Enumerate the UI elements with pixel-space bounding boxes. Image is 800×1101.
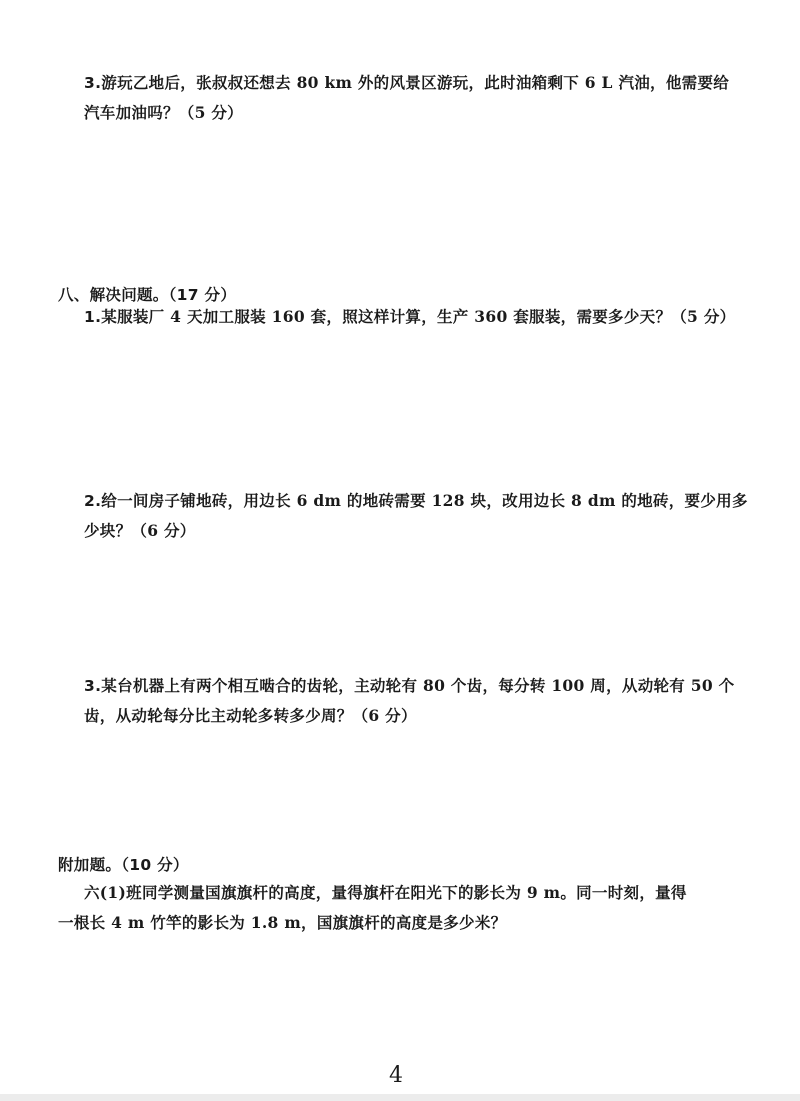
section-8-question-3-line-1 [84, 675, 734, 697]
question-text: 某服装厂 4 天加工服装 160 套，照这样计算，生产 360 套服装，需要多少天？（5 分） [101, 307, 736, 326]
section-8-question-3-line-2: 齿，从动轮每分比主动轮多转多少周？（6 分） [84, 706, 417, 725]
question-7-3-line-1 [84, 72, 729, 94]
bonus-question-line-1: 六(1)班同学测量国旗旗杆的高度，量得旗杆在阳光下的影长为 9 m。同一时刻，量得 [84, 883, 687, 902]
question-number: 1. [84, 308, 102, 326]
bonus-heading: 附加题。（10 分） [58, 856, 189, 874]
question-number: 3. [84, 677, 102, 695]
section-8-question-1 [84, 306, 735, 328]
question-text: 给一间房子铺地砖，用边长 6 dm 的地砖需要 128 块，改用边长 8 dm 的地砖，要少用多 [101, 491, 748, 510]
section-8-heading: 八、解决问题。（17 分） [58, 286, 237, 304]
bonus-question-line-2: 一根长 4 m 竹竿的影长为 1.8 m，国旗旗杆的高度是多少米？ [58, 913, 507, 932]
section-8-question-2-line-2: 少块？（6 分） [84, 521, 196, 540]
question-number: 3. [84, 74, 102, 92]
page-number: 4 [389, 1063, 403, 1088]
question-text: 游玩乙地后，张叔叔还想去 80 km 外的风景区游玩，此时油箱剩下 6 L 汽油，他需要给 [101, 73, 730, 92]
section-8-question-2-line-1 [84, 490, 748, 512]
question-number: 2. [84, 492, 102, 510]
question-7-3-line-2: 汽车加油吗？（5 分） [84, 103, 243, 122]
scan-edge [0, 1094, 800, 1101]
question-text: 某台机器上有两个相互啮合的齿轮，主动轮有 80 个齿，每分转 100 周，从动轮有 50 个 [101, 676, 735, 695]
